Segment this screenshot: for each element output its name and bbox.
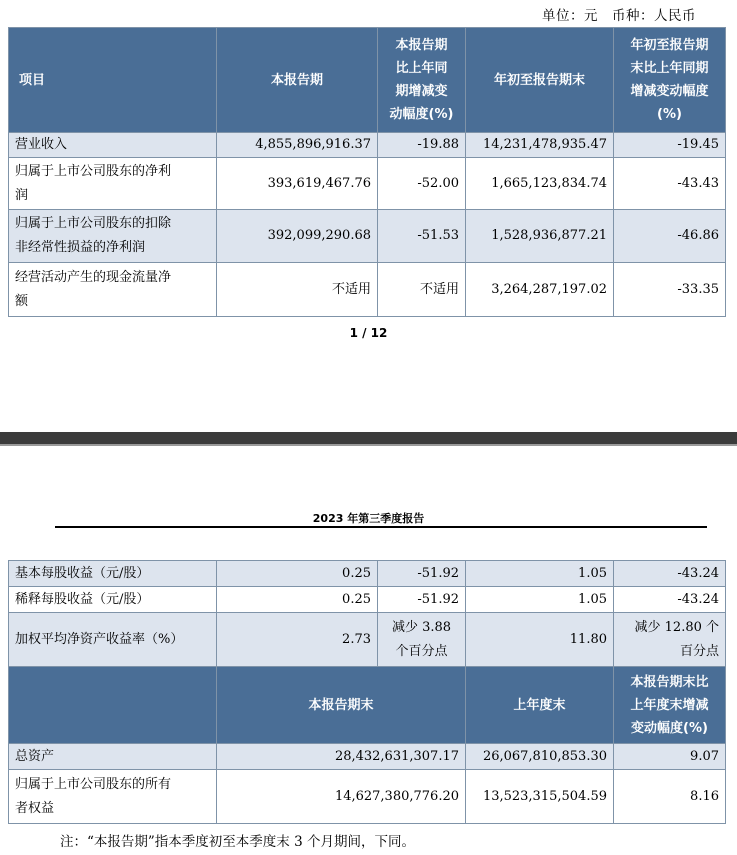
header-current-change: 本报告期 比上年同 期增减变 动幅度(%)	[378, 28, 466, 133]
table-row	[9, 210, 726, 263]
page-number: 1 / 12	[349, 326, 388, 340]
financial-summary-table-continued	[8, 560, 726, 824]
row-label: 归属于上市公司股东的净利 润	[9, 158, 217, 210]
header-prior-year-end: 上年度末	[466, 667, 614, 744]
cell-ytd: 1,528,936,877.21	[466, 210, 614, 263]
cell-current-change: -19.88	[378, 133, 466, 158]
cell-period-end: 14,627,380,776.20	[217, 770, 466, 824]
cell-period-end: 28,432,631,307.17	[217, 744, 466, 770]
table-row	[9, 770, 726, 824]
header-item: 项目	[9, 28, 217, 133]
table-header-row	[9, 28, 726, 133]
cell-ytd: 14,231,478,935.47	[466, 133, 614, 158]
row-label: 归属于上市公司股东的所有 者权益	[9, 770, 217, 824]
page-break-shadow	[0, 444, 737, 446]
row-label: 总资产	[9, 744, 217, 770]
cell-current: 392,099,290.68	[217, 210, 378, 263]
header-ytd: 年初至报告期末	[466, 28, 614, 133]
table-row	[9, 587, 726, 613]
header-current-period: 本报告期	[217, 28, 378, 133]
cell-current-change: -52.00	[378, 158, 466, 210]
table-row	[9, 133, 726, 158]
row-label: 基本每股收益（元/股）	[9, 561, 217, 587]
cell-current: 393,619,467.76	[217, 158, 378, 210]
row-label: 稀释每股收益（元/股）	[9, 587, 217, 613]
cell-current: 0.25	[217, 587, 378, 613]
cell-change: 9.07	[614, 744, 726, 770]
cell-current-change: 减少 3.88 个百分点	[378, 613, 466, 667]
header-period-end: 本报告期末	[217, 667, 466, 744]
cell-prior-year-end: 26,067,810,853.30	[466, 744, 614, 770]
cell-change: 8.16	[614, 770, 726, 824]
row-label: 加权平均净资产收益率（%）	[9, 613, 217, 667]
cell-ytd-change: -43.24	[614, 587, 726, 613]
header-blank	[9, 667, 217, 744]
cell-current-change: 不适用	[378, 263, 466, 317]
cell-ytd-change: -19.45	[614, 133, 726, 158]
cell-current: 4,855,896,916.37	[217, 133, 378, 158]
table-row	[9, 613, 726, 667]
cell-current: 2.73	[217, 613, 378, 667]
cell-ytd-change: -33.35	[614, 263, 726, 317]
footnote: 注：“本报告期”指本季度初至本季度末 3 个月期间，下同。	[60, 834, 415, 850]
table-row	[9, 158, 726, 210]
financial-summary-table	[8, 27, 726, 317]
page-break-divider	[0, 432, 737, 444]
cell-current-change: -51.92	[378, 587, 466, 613]
cell-prior-year-end: 13,523,315,504.59	[466, 770, 614, 824]
cell-current-change: -51.53	[378, 210, 466, 263]
header-balance-change: 本报告期末比 上年度末增减 变动幅度(%)	[614, 667, 726, 744]
cell-ytd: 1.05	[466, 561, 614, 587]
title-rule	[55, 526, 707, 528]
table-row	[9, 263, 726, 317]
balance-header-row	[9, 667, 726, 744]
cell-ytd-change: -43.43	[614, 158, 726, 210]
cell-ytd: 3,264,287,197.02	[466, 263, 614, 317]
row-label: 经营活动产生的现金流量净 额	[9, 263, 217, 317]
cell-ytd-change: 减少 12.80 个 百分点	[614, 613, 726, 667]
cell-current: 不适用	[217, 263, 378, 317]
cell-current-change: -51.92	[378, 561, 466, 587]
table-row	[9, 561, 726, 587]
cell-ytd-change: -43.24	[614, 561, 726, 587]
cell-ytd-change: -46.86	[614, 210, 726, 263]
cell-ytd: 1.05	[466, 587, 614, 613]
row-label: 营业收入	[9, 133, 217, 158]
unit-currency-line: 单位：元 币种：人民币	[542, 8, 696, 24]
table-row	[9, 744, 726, 770]
header-ytd-change: 年初至报告期 末比上年同期 增减变动幅度 (%)	[614, 28, 726, 133]
report-title: 2023 年第三季度报告	[312, 512, 425, 525]
cell-ytd: 1,665,123,834.74	[466, 158, 614, 210]
cell-ytd: 11.80	[466, 613, 614, 667]
cell-current: 0.25	[217, 561, 378, 587]
row-label: 归属于上市公司股东的扣除 非经常性损益的净利润	[9, 210, 217, 263]
